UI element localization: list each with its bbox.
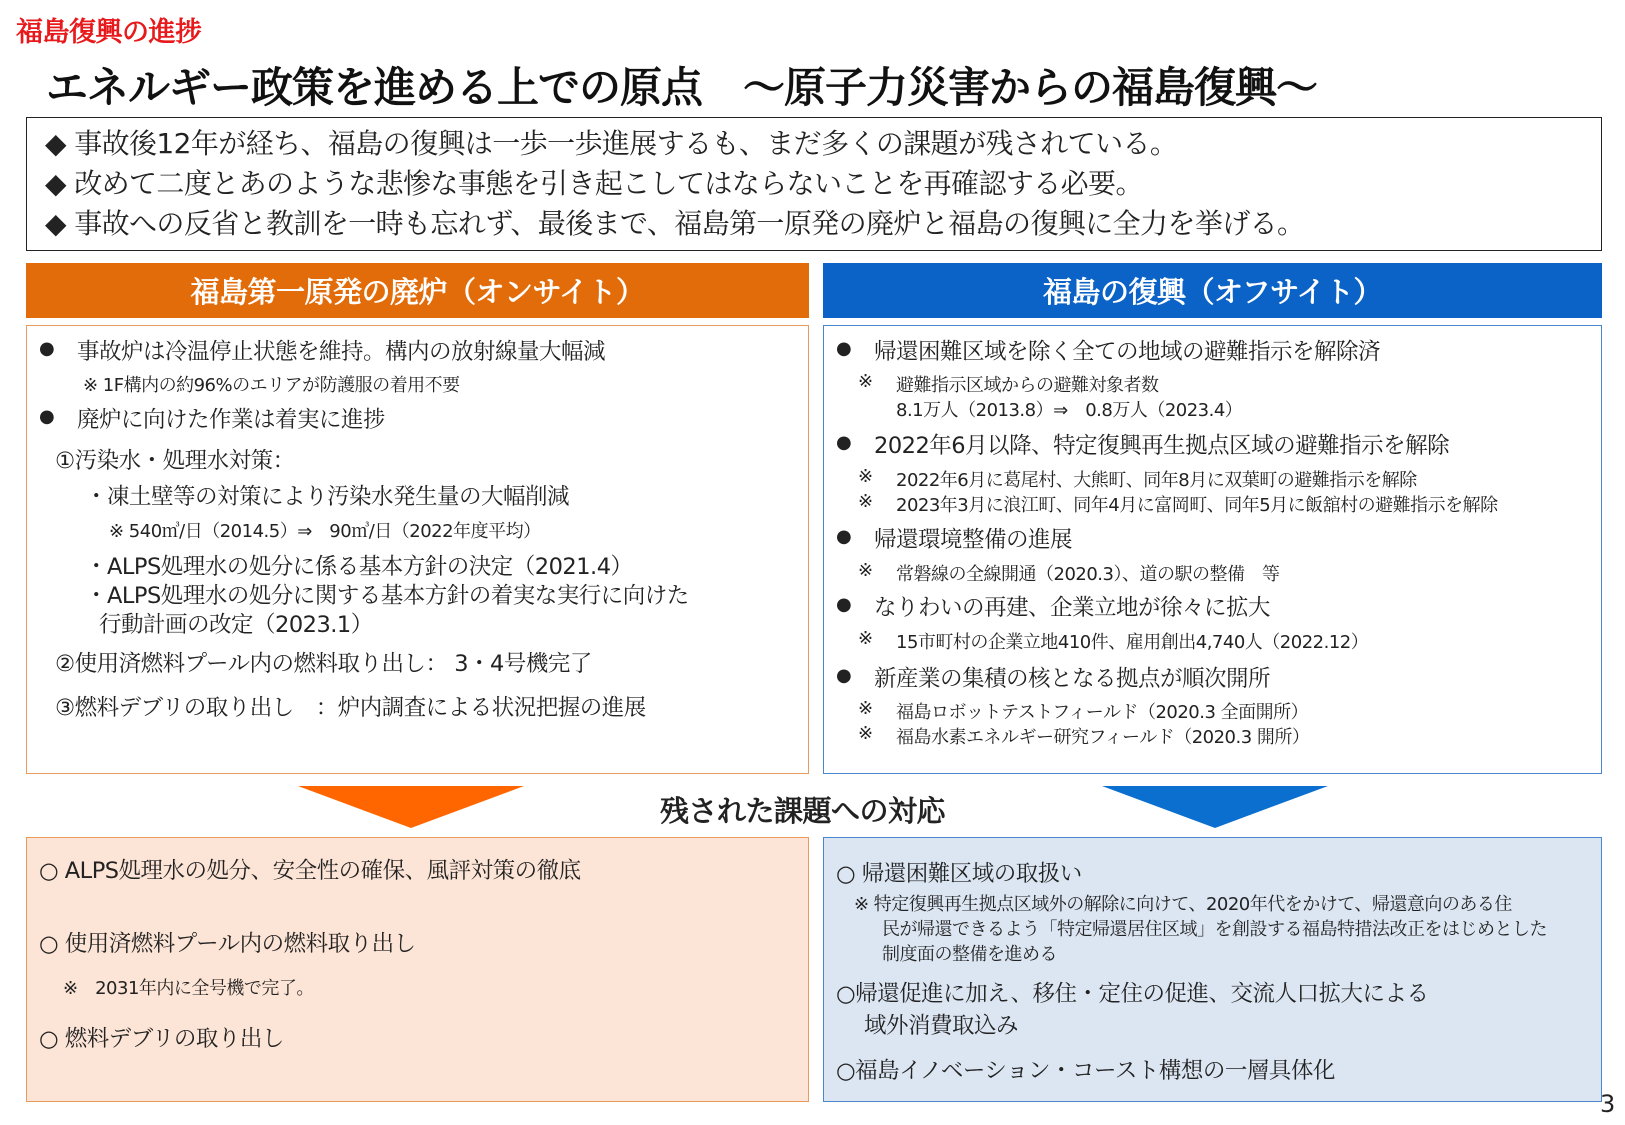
onsite-panel (26, 325, 809, 774)
onsite-sub-1c-line1: ・ALPS処理水の処分に関する基本方針の着実な実行に向けた (85, 583, 689, 609)
onsite-sub-1a: ・凍土壁等の対策により汚染水発生量の大幅削減 (85, 484, 570, 510)
offsite-item-4: なりわいの再建、企業立地が徐々に拡大 (874, 595, 1271, 621)
page-title: エネルギー政策を進める上での原点 ～原子力災害からの福島復興～ (46, 63, 1318, 112)
note-mark: ※ (858, 723, 873, 744)
offsite-issue-1-note-1: ※ 特定復興再生拠点区域外の解除に向けて、2020年代をかけて、帰還意向のある住 (854, 894, 1512, 915)
onsite-issue-3: ○ 燃料デブリの取り出し (39, 1026, 284, 1052)
onsite-issue-2-note: ※ 2031年内に全号機で完了。 (63, 978, 314, 999)
remaining-issues-label: 残された課題への対応 (660, 794, 946, 828)
onsite-sub-3: ③燃料デブリの取り出し ：炉内調査による状況把握の進展 (55, 695, 646, 721)
offsite-item-1-note-1: 避難指示区域からの避難対象者数 (896, 375, 1159, 396)
blue-down-arrow-icon (1102, 786, 1328, 828)
bullet-icon: ● (39, 338, 55, 359)
onsite-issues-box (26, 837, 809, 1102)
offsite-item-1: 帰還困難区域を除く全ての地域の避難指示を解除済 (874, 339, 1381, 365)
onsite-sub-1b: ・ALPS処理水の処分に係る基本方針の決定（2021.4） (85, 554, 633, 580)
bullet-icon: ● (836, 432, 852, 453)
summary-box (26, 117, 1602, 251)
offsite-issues-box (823, 837, 1602, 1102)
summary-line-1: ◆ 事故後12年が経ち、福島の復興は一歩一歩進展するも、まだ多くの課題が残されている。 (45, 127, 1178, 160)
bullet-icon: ● (836, 338, 852, 359)
offsite-item-2-note-2: 2023年3月に浪江町、同年4月に富岡町、同年5月に飯舘村の避難指示を解除 (896, 495, 1498, 516)
page-number: 3 (1600, 1090, 1616, 1118)
offsite-issue-1-note-2: 民が帰還できるよう「特定帰還居住区域」を創設する福島特措法改正をはじめとした (882, 919, 1547, 940)
note-mark: ※ (858, 628, 873, 649)
offsite-item-3-note-1: 常磐線の全線開通（2020.3）、道の駅の整備 等 (896, 564, 1280, 585)
offsite-issue-3: ○福島イノベーション・コースト構想の一層具体化 (836, 1058, 1335, 1084)
onsite-sub-1c-line2: 行動計画の改定（2023.1） (99, 612, 373, 638)
summary-line-3: ◆ 事故への反省と教訓を一時も忘れず、最後まで、福島第一原発の廃炉と福島の復興に全力を挙げる。 (45, 207, 1305, 240)
offsite-item-4-note-1: 15市町村の企業立地410件、雇用創出4,740人（2022.12） (896, 632, 1369, 653)
onsite-issue-1: ○ ALPS処理水の処分、安全性の確保、風評対策の徹底 (39, 858, 581, 884)
note-mark: ※ (858, 698, 873, 719)
bullet-icon: ● (39, 406, 55, 427)
offsite-issue-2-line1: ○帰還促進に加え、移住・定住の促進、交流人口拡大による (836, 981, 1429, 1007)
offsite-issue-2-line2: 域外消費取込み (864, 1013, 1019, 1039)
offsite-item-5-note-2: 福島水素エネルギー研究フィールド（2020.3 開所） (896, 727, 1310, 748)
note-mark: ※ (858, 491, 873, 512)
onsite-item-2: 廃炉に向けた作業は着実に進捗 (77, 407, 386, 433)
offsite-item-2: 2022年6月以降、特定復興再生拠点区域の避難指示を解除 (874, 433, 1450, 459)
category-label: 福島復興の進捗 (16, 17, 202, 48)
onsite-header: 福島第一原発の廃炉（オンサイト） (26, 263, 809, 318)
offsite-item-3: 帰還環境整備の進展 (874, 527, 1073, 553)
offsite-issue-1: ○ 帰還困難区域の取扱い (836, 861, 1082, 887)
note-mark: ※ (858, 371, 873, 392)
orange-down-arrow-icon (298, 786, 524, 828)
onsite-sub-1: ①汚染水・処理水対策： (55, 448, 295, 474)
offsite-issue-1-note-3: 制度面の整備を進める (882, 944, 1057, 965)
onsite-sub-1a-note: ※ 540㎥/日（2014.5）⇒ 90㎥/日（2022年度平均） (109, 521, 541, 542)
offsite-panel (823, 325, 1602, 774)
offsite-item-5-note-1: 福島ロボットテストフィールド（2020.3 全面開所） (896, 702, 1309, 723)
bullet-icon: ● (836, 526, 852, 547)
offsite-item-5: 新産業の集積の核となる拠点が順次開所 (874, 666, 1271, 692)
bullet-icon: ● (836, 665, 852, 686)
note-mark: ※ (858, 466, 873, 487)
offsite-header: 福島の復興（オフサイト） (823, 263, 1602, 318)
offsite-item-2-note-1: 2022年6月に葛尾村、大熊町、同年8月に双葉町の避難指示を解除 (896, 470, 1417, 491)
bullet-icon: ● (836, 594, 852, 615)
offsite-item-1-note-2: 8.1万人（2013.8）⇒ 0.8万人（2023.4） (896, 400, 1243, 421)
summary-line-2: ◆ 改めて二度とあのような悲惨な事態を引き起こしてはならないことを再確認する必要。 (45, 167, 1143, 200)
onsite-item-1: 事故炉は冷温停止状態を維持。構内の放射線量大幅減 (77, 339, 606, 365)
onsite-item-1-note: ※ 1F構内の約96%のエリアが防護服の着用不要 (83, 375, 460, 396)
note-mark: ※ (858, 560, 873, 581)
onsite-issue-2: ○ 使用済燃料プール内の燃料取り出し (39, 931, 416, 957)
onsite-sub-2: ②使用済燃料プール内の燃料取り出し： 3・4号機完了 (55, 651, 592, 677)
